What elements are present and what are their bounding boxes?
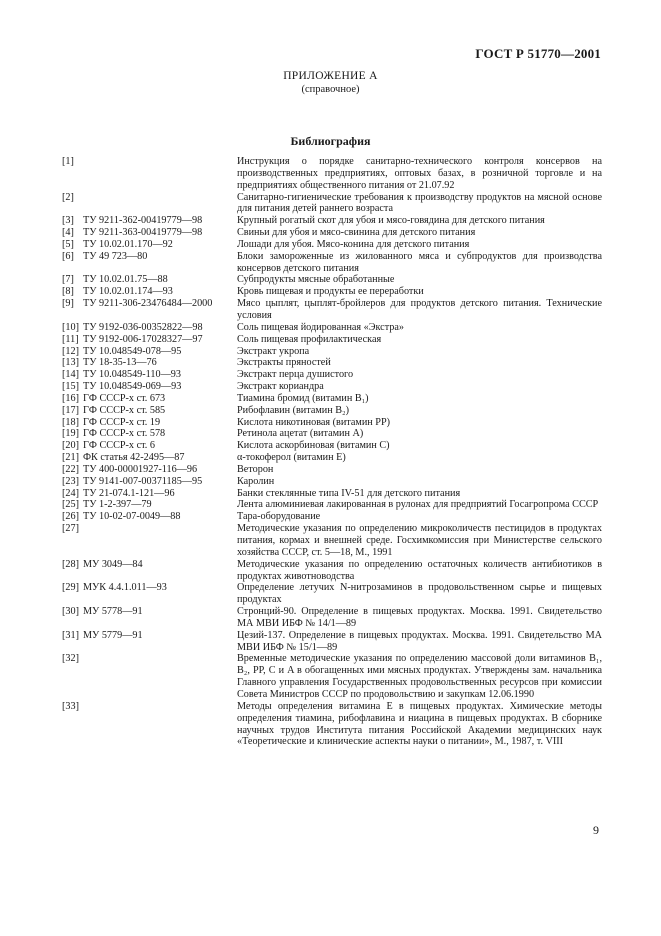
reference-text: Экстракты пряностей bbox=[237, 357, 331, 369]
reference-code bbox=[83, 156, 237, 192]
reference-text: Санитарно-гигиенические требования к производству продуктов на мясной основе для питания детей раннего возраста bbox=[237, 191, 602, 215]
reference-number: [26] bbox=[62, 511, 79, 523]
reference-text: Веторон bbox=[237, 463, 274, 475]
reference-number: [20] bbox=[62, 440, 79, 452]
reference-number: [29] bbox=[62, 582, 79, 594]
reference-number: [4] bbox=[62, 227, 74, 239]
reference-entry bbox=[62, 417, 602, 429]
reference-entry bbox=[62, 452, 602, 464]
reference-code: ФК статья 42-2495—87 bbox=[83, 452, 185, 464]
reference-code: ТУ 21-074.1-121—96 bbox=[83, 487, 175, 499]
reference-text: Временные методические указания по определению массовой доли витаминов B₁, B₂, PP, C и A в обогащенных ими мясных продуктах. Утверждены зам. начальника Главного управления Государственных продовольственных ресурсов при комиссии Совета Министров СССР по продовольствию и закупкам 12.06.1990 bbox=[237, 653, 602, 700]
reference-number: [25] bbox=[62, 499, 79, 511]
reference-code: ТУ 9211-362-00419779—98 bbox=[83, 215, 203, 227]
reference-entry bbox=[62, 298, 602, 322]
reference-number: [31] bbox=[62, 629, 79, 641]
reference-text: Экстракт укропа bbox=[237, 345, 310, 357]
reference-entry bbox=[62, 227, 602, 239]
reference-code: ГФ СССР-х ст. 673 bbox=[83, 392, 166, 404]
reference-number: [5] bbox=[62, 238, 74, 250]
page-number: 9 bbox=[593, 823, 599, 837]
reference-number: [17] bbox=[62, 404, 79, 416]
reference-entry bbox=[62, 653, 602, 700]
reference-text: Свиньи для убоя и мясо-свинина для детского питания bbox=[237, 227, 476, 239]
reference-entry bbox=[62, 156, 602, 192]
reference-entry bbox=[62, 464, 602, 476]
reference-code: ТУ 10.048549-069—93 bbox=[83, 381, 182, 393]
reference-text: Банки стеклянные типа IV-51 для детского питания bbox=[237, 487, 461, 499]
reference-number: [19] bbox=[62, 428, 79, 440]
reference-code: ТУ 400-00001927-116—96 bbox=[83, 463, 198, 475]
reference-text: Тиамина бромид (витамин B₁) bbox=[237, 392, 369, 404]
reference-code: ТУ 9211-363-00419779—98 bbox=[83, 227, 203, 239]
reference-entry bbox=[62, 239, 602, 251]
reference-entry bbox=[62, 357, 602, 369]
reference-number: [28] bbox=[62, 558, 79, 570]
reference-entry bbox=[62, 559, 602, 583]
reference-entry bbox=[62, 192, 602, 216]
reference-number: [33] bbox=[62, 700, 79, 712]
reference-number: [1] bbox=[62, 156, 74, 167]
reference-code: ГФ СССР-х ст. 585 bbox=[83, 404, 166, 416]
reference-number: [16] bbox=[62, 392, 79, 404]
reference-code: ТУ 10.02.01.75—88 bbox=[83, 274, 168, 286]
reference-entry bbox=[62, 428, 602, 440]
reference-text: Кислота никотиновая (витамин РР) bbox=[237, 416, 391, 428]
reference-code: МУ 5778—91 bbox=[83, 606, 143, 618]
reference-text: Соль пищевая йодированная «Экстра» bbox=[237, 321, 404, 333]
reference-number: [7] bbox=[62, 274, 74, 286]
appendix-note: (справочное) bbox=[301, 84, 360, 95]
reference-code: ТУ 9141-007-00371185—95 bbox=[83, 475, 203, 487]
reference-code bbox=[83, 192, 237, 216]
reference-number: [10] bbox=[62, 321, 79, 333]
reference-number: [13] bbox=[62, 357, 79, 369]
reference-code: ТУ 1-2-397—79 bbox=[83, 499, 152, 511]
reference-code: ГФ СССР-х ст. 578 bbox=[83, 428, 166, 440]
reference-code bbox=[83, 701, 237, 748]
reference-entry bbox=[62, 582, 602, 606]
reference-number: [22] bbox=[62, 463, 79, 475]
reference-text: Кислота аскорбиновая (витамин С) bbox=[237, 440, 390, 452]
reference-code: ТУ 49 723—80 bbox=[83, 250, 148, 262]
reference-entry bbox=[62, 511, 602, 523]
reference-code: ТУ 18-35-13—76 bbox=[83, 357, 157, 369]
reference-entry bbox=[62, 274, 602, 286]
reference-entry bbox=[62, 440, 602, 452]
reference-code: МУ 5779—91 bbox=[83, 629, 143, 641]
reference-number: [3] bbox=[62, 215, 74, 227]
reference-code: ТУ 9211-306-23476484—2000 bbox=[83, 298, 213, 310]
reference-text: Ретинола ацетат (витамин А) bbox=[237, 428, 364, 440]
reference-text: Блоки замороженные из жилованного мяса и субпродуктов для производства консервов детского питания bbox=[237, 250, 602, 274]
reference-entry bbox=[62, 346, 602, 358]
reference-number: [2] bbox=[62, 191, 74, 203]
reference-text: α-токоферол (витамин Е) bbox=[237, 452, 346, 464]
reference-text: Тара-оборудование bbox=[237, 511, 321, 523]
reference-text: Экстракт перца душистого bbox=[237, 369, 354, 381]
reference-number: [11] bbox=[62, 333, 79, 345]
reference-number: [32] bbox=[62, 653, 79, 665]
reference-entry bbox=[62, 251, 602, 275]
reference-text: Стронций-90. Определение в пищевых продуктах. Москва. 1991. Свидетельство МА МВИ ИБФ № 14/1—89 bbox=[237, 606, 602, 629]
reference-code: МУ 3049—84 bbox=[83, 558, 143, 570]
reference-text: Рибофлавин (витамин B₂) bbox=[237, 404, 349, 416]
reference-code: ТУ 9192-036-00352822—98 bbox=[83, 321, 203, 333]
reference-entry bbox=[62, 369, 602, 381]
reference-text: Мясо цыплят, цыплят-бройлеров для продуктов детского питания. Технические условия bbox=[237, 298, 602, 321]
reference-code: ГФ СССР-х ст. 19 bbox=[83, 416, 161, 428]
reference-number: [21] bbox=[62, 452, 79, 464]
reference-text: Кровь пищевая и продукты ее переработки bbox=[237, 286, 424, 298]
reference-entry bbox=[62, 630, 602, 654]
reference-text: Лента алюминиевая лакированная в рулонах для предприятий Госагропрома СССР bbox=[237, 499, 599, 511]
reference-text: Каролин bbox=[237, 475, 275, 487]
reference-text: Субпродукты мясные обработанные bbox=[237, 274, 395, 286]
appendix-title: ПРИЛОЖЕНИЕ А bbox=[283, 70, 378, 82]
reference-list bbox=[62, 156, 602, 748]
reference-entry bbox=[62, 334, 602, 346]
reference-text: Методические указания по определению микроколичеств пестицидов в продуктах питания, кормах и внешней среде. Госхимкомиссия при Министерстве сельского хозяйства СССР, ст. 5—18, М., 1991 bbox=[237, 523, 602, 558]
reference-text: Крупный рогатый скот для убоя и мясо-говядина для детского питания bbox=[237, 215, 545, 227]
reference-code bbox=[83, 653, 237, 700]
reference-code: ТУ 10.048549-078—95 bbox=[83, 345, 182, 357]
reference-number: [14] bbox=[62, 369, 79, 381]
reference-text: Определение летучих N-нитрозаминов в продовольственном сырье и пищевых продуктах bbox=[237, 582, 602, 606]
reference-code: ГФ СССР-х ст. 6 bbox=[83, 440, 155, 452]
reference-entry bbox=[62, 701, 602, 748]
reference-entry bbox=[62, 215, 602, 227]
reference-number: [12] bbox=[62, 345, 79, 357]
reference-entry bbox=[62, 488, 602, 500]
reference-text: Соль пищевая профилактическая bbox=[237, 333, 382, 345]
reference-text: Методические указания по определению остаточных количеств антибиотиков в продуктах животноводства bbox=[237, 558, 602, 582]
reference-entry bbox=[62, 393, 602, 405]
reference-entry bbox=[62, 381, 602, 393]
reference-code: ТУ 10.02.01.170—92 bbox=[83, 238, 173, 250]
reference-text: Инструкция о порядке санитарно-технического контроля консервов на производственных предприятиях, оптовых базах, в розничной торговле и на предприятиях общественного питания от 21.07.92 bbox=[237, 156, 602, 191]
reference-text: Экстракт кориандра bbox=[237, 381, 324, 393]
reference-entry bbox=[62, 322, 602, 334]
reference-text: Методы определения витамина Е в пищевых продуктах. Химические методы определения тиамина, рибофлавина и ниацина в пищевых продуктах. В сборнике научных трудов Института питания Российской Академии медицинских наук «Теоретические и клинические аспекты науки о питании», М., 1987, т. VIII bbox=[237, 700, 602, 748]
reference-entry bbox=[62, 523, 602, 559]
reference-text: Лошади для убоя. Мясо-конина для детского питания bbox=[237, 238, 470, 250]
reference-entry bbox=[62, 499, 602, 511]
reference-code: ТУ 10.048549-110—93 bbox=[83, 369, 181, 381]
reference-number: [27] bbox=[62, 523, 79, 535]
reference-entry bbox=[62, 476, 602, 488]
reference-number: [30] bbox=[62, 606, 79, 618]
reference-entry bbox=[62, 286, 602, 298]
reference-text: Цезий-137. Определение в пищевых продуктах. Москва. 1991. Свидетельство МА МВИ ИБФ № 15/1—89 bbox=[237, 629, 602, 653]
document-code: ГОСТ Р 51770—2001 bbox=[475, 46, 601, 61]
reference-number: [8] bbox=[62, 286, 74, 298]
reference-code bbox=[83, 523, 237, 559]
reference-entry bbox=[62, 405, 602, 417]
reference-code: ТУ 10-02-07-0049—88 bbox=[83, 511, 181, 523]
reference-number: [18] bbox=[62, 416, 79, 428]
reference-number: [24] bbox=[62, 487, 79, 499]
reference-number: [9] bbox=[62, 298, 74, 310]
reference-number: [15] bbox=[62, 381, 79, 393]
reference-code: ТУ 10.02.01.174—93 bbox=[83, 286, 173, 298]
reference-code: ТУ 9192-006-17028327—97 bbox=[83, 333, 203, 345]
reference-number: [23] bbox=[62, 475, 79, 487]
reference-code: МУК 4.4.1.011—93 bbox=[83, 582, 167, 594]
reference-entry bbox=[62, 606, 602, 630]
reference-number: [6] bbox=[62, 250, 74, 262]
bibliography-title: Библиография bbox=[290, 134, 371, 148]
